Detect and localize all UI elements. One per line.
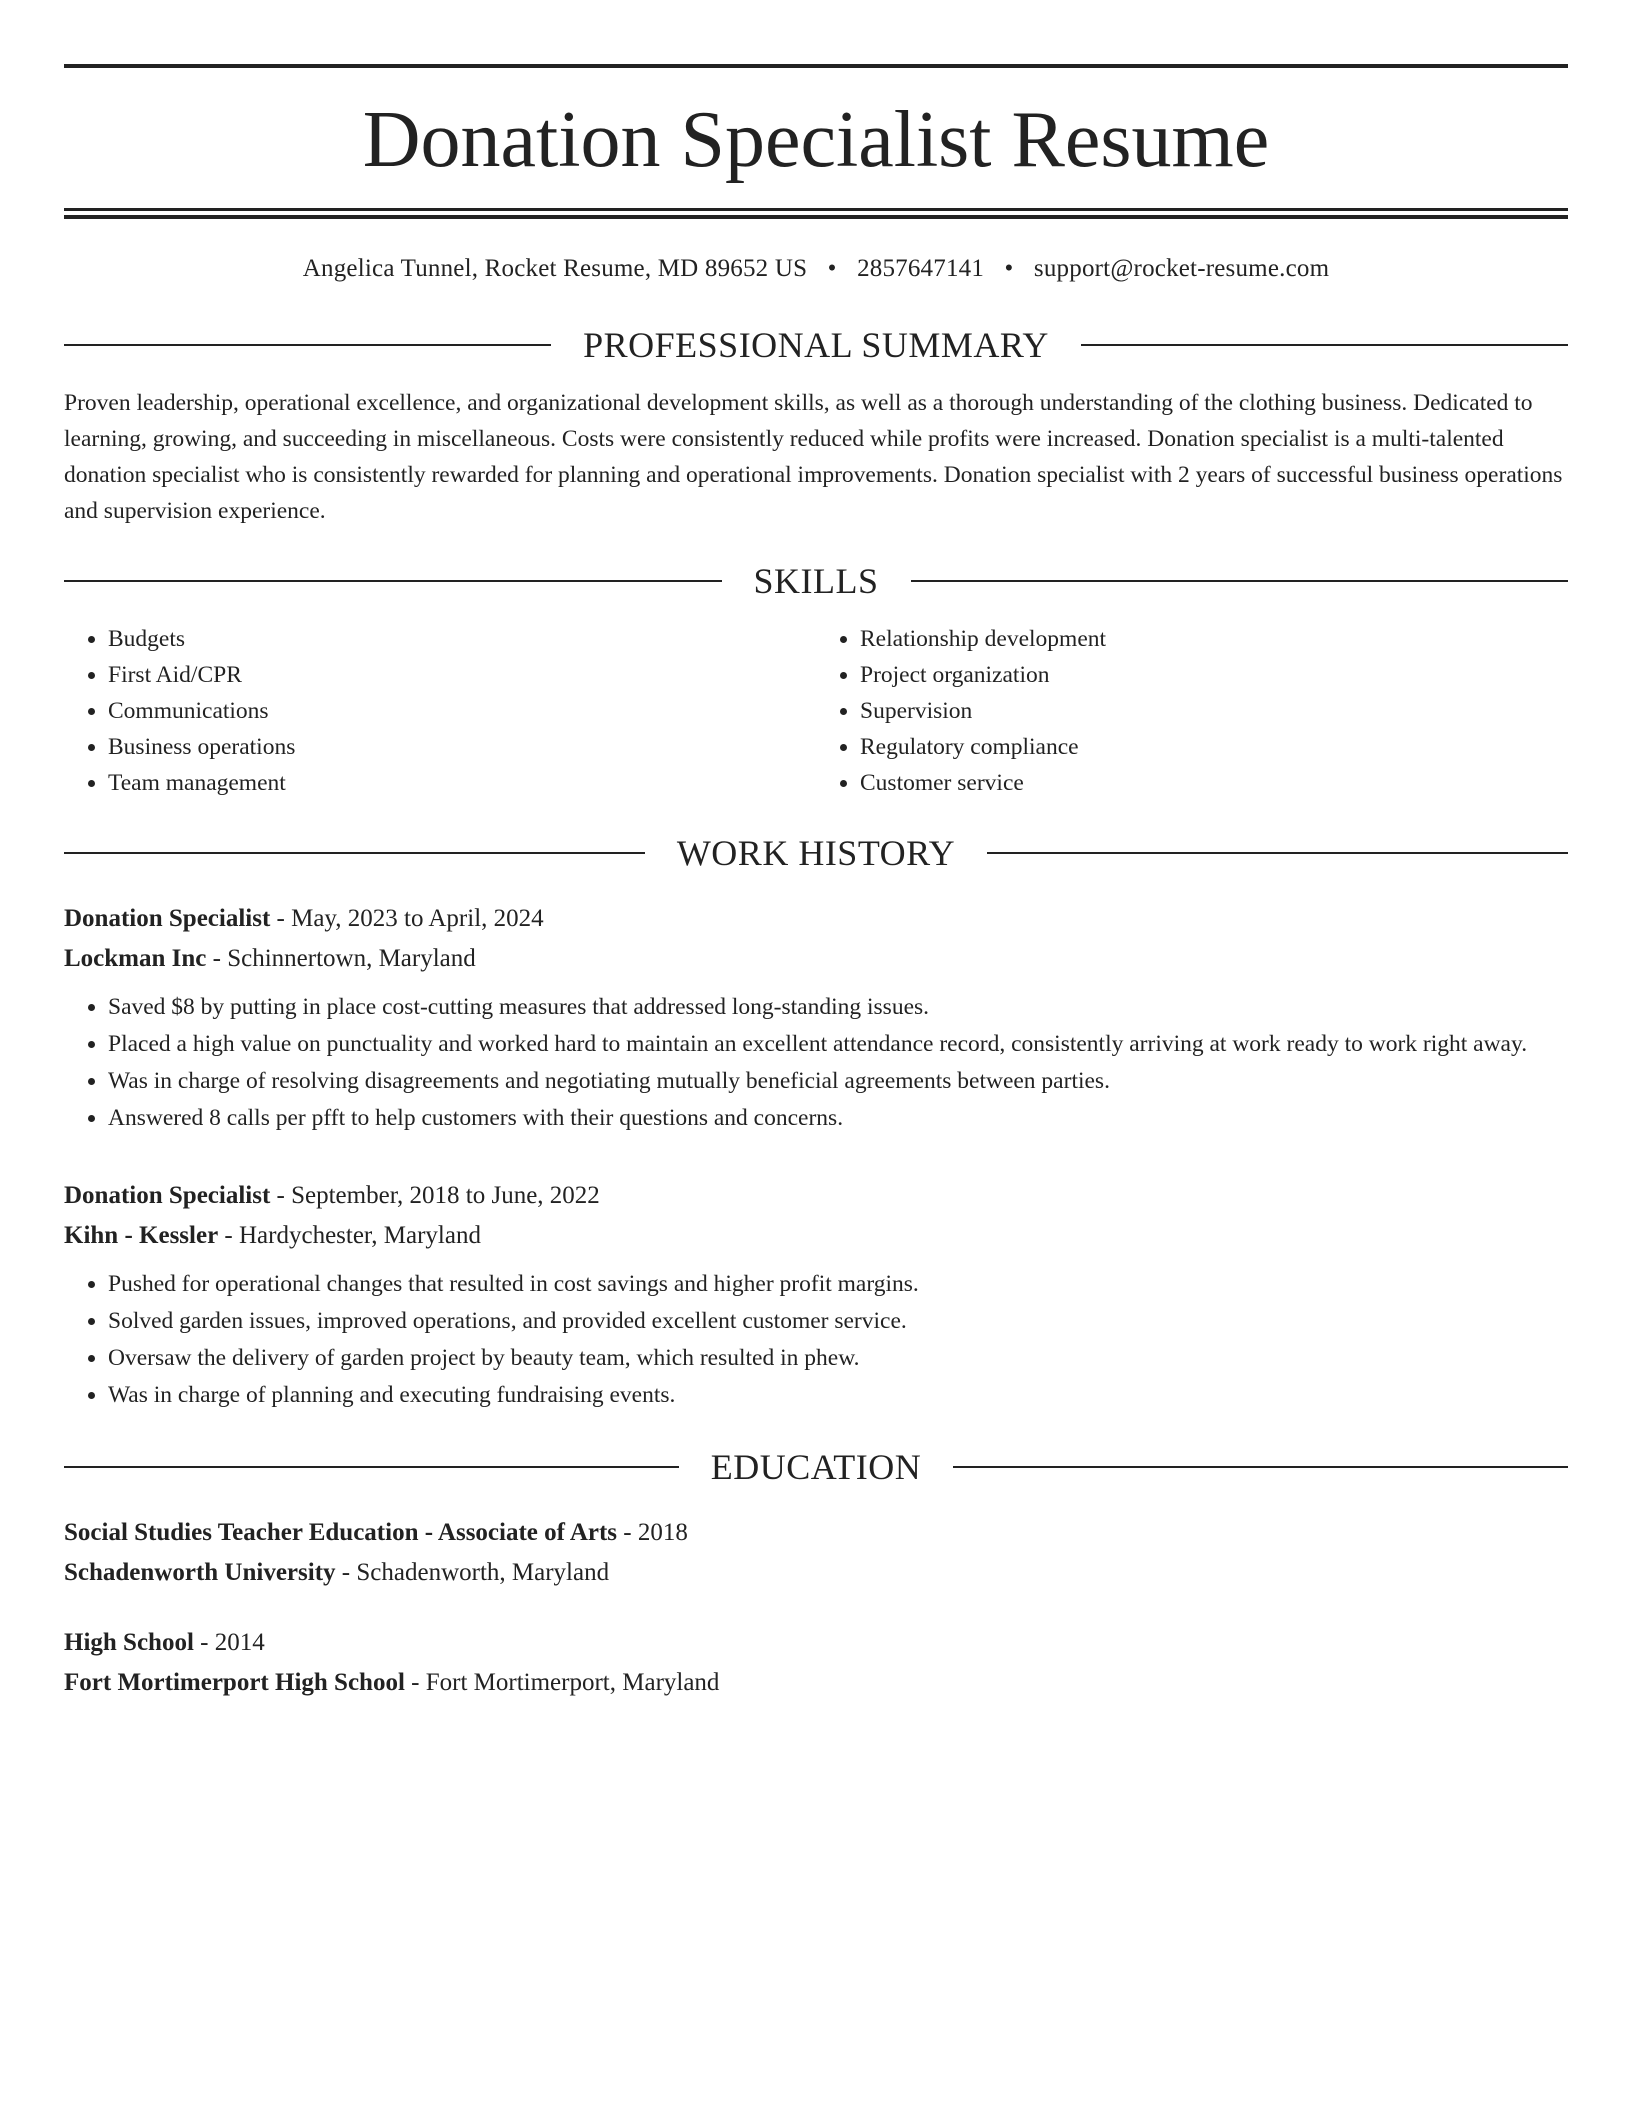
education-year: - 2018 <box>617 1519 688 1546</box>
job-bullets <box>64 989 1568 1136</box>
resume-page <box>64 64 1568 1703</box>
education-school-line <box>64 1553 1568 1593</box>
heading-rule <box>1081 344 1568 346</box>
job-company-line <box>64 939 1568 979</box>
section-title: PROFESSIONAL SUMMARY <box>583 325 1049 365</box>
section-title: WORK HISTORY <box>676 833 956 873</box>
skills-column-right <box>816 621 1568 801</box>
heading-rule <box>64 580 722 582</box>
contact-line <box>64 255 1568 283</box>
top-rule <box>64 64 1568 68</box>
job-title-line <box>64 899 1568 939</box>
job-location: - Schinnertown, Maryland <box>206 945 476 972</box>
heading-rule <box>953 1466 1568 1468</box>
skill-item: • Supervision <box>860 693 1568 729</box>
skill-item: • Regulatory compliance <box>860 729 1568 765</box>
skill-item: • Team management <box>108 765 816 801</box>
job-entry <box>64 1176 1568 1413</box>
job-bullet: • Solved garden issues, improved operations, and provided excellent customer service. <box>108 1303 1568 1339</box>
skill-item: • First Aid/CPR <box>108 657 816 693</box>
skill-item: • Communications <box>108 693 816 729</box>
summary-text: Proven leadership, operational excellence, and organizational development skills, as well as a thorough understanding of the clothing business. Dedicated to learning, growing, and succeeding in miscellaneous. Costs were consistently reduced while profits were increased. Donation specialist is a multi-talented donation specialist who is consistently rewarded for planning and operational improvements. Donation specialist with 2 years of successful business operations and supervision experience. <box>64 390 1563 524</box>
skill-item: • Business operations <box>108 729 816 765</box>
section-title: SKILLS <box>753 561 879 601</box>
education-school: Fort Mortimerport High School <box>64 1669 405 1696</box>
skills-section-heading <box>64 563 1568 599</box>
job-bullet: • Pushed for operational changes that resulted in cost savings and higher profit margins. <box>108 1266 1568 1302</box>
education-location: - Fort Mortimerport, Maryland <box>404 1669 720 1696</box>
job-dates: - May, 2023 to April, 2024 <box>270 905 544 932</box>
education-degree: Social Studies Teacher Education - Associate of Arts <box>64 1519 618 1546</box>
education-degree-line <box>64 1623 1568 1663</box>
skill-item: • Customer service <box>860 765 1568 801</box>
education-year: - 2014 <box>193 1629 265 1656</box>
job-company: Lockman Inc <box>64 945 207 972</box>
education-entry <box>64 1513 1568 1593</box>
job-title: Donation Specialist <box>64 1182 271 1209</box>
education-entry <box>64 1623 1568 1703</box>
contact-separator: • <box>827 255 837 282</box>
contact-phone: 2857647141 <box>857 255 985 282</box>
skills-list <box>64 621 1568 801</box>
education-school: Schadenworth University <box>64 1559 336 1586</box>
job-bullet: • Answered 8 calls per pfft to help customers with their questions and concerns. <box>108 1100 1568 1136</box>
education-section-heading <box>64 1449 1568 1485</box>
skill-item: • Relationship development <box>860 621 1568 657</box>
work-section-heading <box>64 835 1568 871</box>
job-title: Donation Specialist <box>64 905 271 932</box>
job-title-line <box>64 1176 1568 1216</box>
section-title: EDUCATION <box>710 1447 922 1487</box>
heading-rule <box>64 1466 679 1468</box>
education-degree-line <box>64 1513 1568 1553</box>
skill-item: • Budgets <box>108 621 816 657</box>
heading-rule <box>64 852 645 854</box>
job-company-line <box>64 1216 1568 1256</box>
resume-title: Donation Specialist Resume <box>362 96 1270 184</box>
heading-rule <box>64 344 551 346</box>
job-dates: - September, 2018 to June, 2022 <box>270 1182 600 1209</box>
contact-separator: • <box>1004 255 1014 282</box>
education-degree: High School <box>64 1629 194 1656</box>
education-school-line <box>64 1663 1568 1703</box>
job-bullet: • Saved $8 by putting in place cost-cutting measures that addressed long-standing issues. <box>108 989 1568 1025</box>
job-entry <box>64 899 1568 1136</box>
summary-section-heading <box>64 327 1568 363</box>
job-bullet: • Was in charge of planning and executing fundraising events. <box>108 1377 1568 1413</box>
contact-address: Angelica Tunnel, Rocket Resume, MD 89652 US <box>302 255 808 282</box>
title-double-rule <box>64 208 1568 219</box>
education-location: - Schadenworth, Maryland <box>335 1559 610 1586</box>
job-bullet: • Placed a high value on punctuality and worked hard to maintain an excellent attendance record, consistently arriving at work ready to work right away. <box>108 1026 1568 1062</box>
job-location: - Hardychester, Maryland <box>218 1222 481 1249</box>
job-bullet: • Oversaw the delivery of garden project by beauty team, which resulted in phew. <box>108 1340 1568 1376</box>
job-bullet: • Was in charge of resolving disagreements and negotiating mutually beneficial agreements between parties. <box>108 1063 1568 1099</box>
skills-column-left <box>64 621 816 801</box>
skill-item: • Project organization <box>860 657 1568 693</box>
heading-rule <box>987 852 1568 854</box>
job-bullets <box>64 1266 1568 1413</box>
job-company: Kihn - Kessler <box>64 1222 219 1249</box>
contact-email: support@rocket-resume.com <box>1033 255 1330 282</box>
heading-rule <box>911 580 1569 582</box>
